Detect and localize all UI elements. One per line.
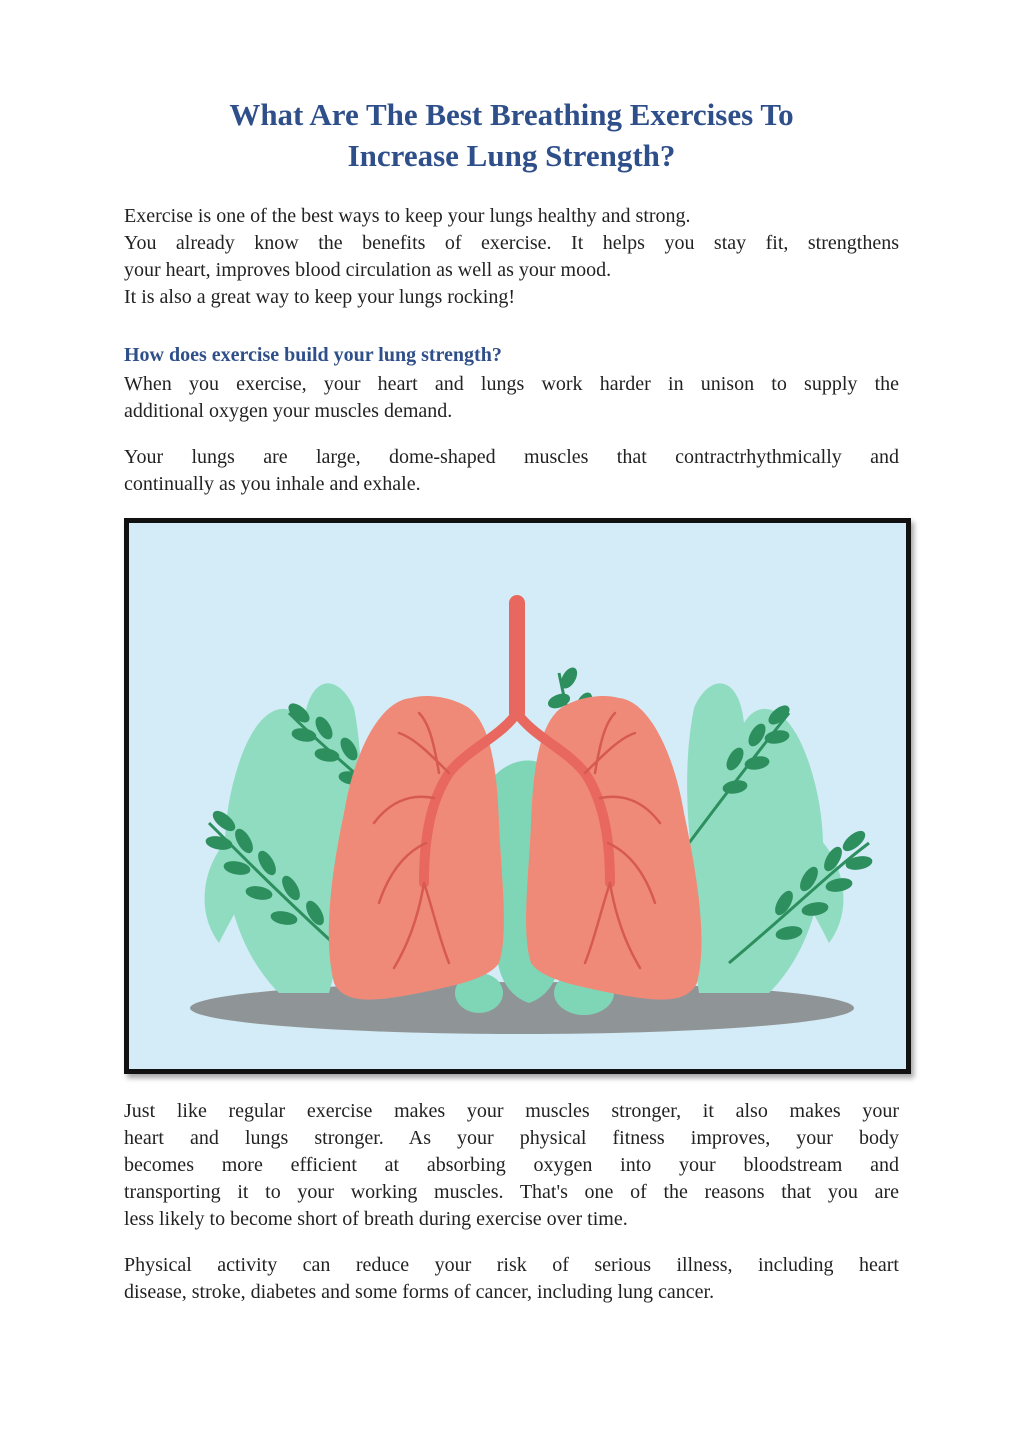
intro-line-2: You already know the benefits of exercise. It helps you stay fit, strengthens — [124, 232, 899, 254]
page-title — [124, 94, 899, 176]
intro-paragraph — [124, 203, 899, 311]
section3-paragraph — [124, 1098, 899, 1233]
lungs-illustration — [124, 518, 911, 1074]
section1-paragraph — [124, 371, 899, 425]
section-subheading: How does exercise build your lung strength? — [124, 344, 502, 366]
section4-line-1: Physical activity can reduce your risk of serious illness, including heart — [124, 1254, 899, 1276]
section2-paragraph — [124, 444, 899, 498]
section3-line-4: transporting it to your working muscles. That's one of the reasons that you are — [124, 1181, 899, 1203]
section2-line-1: Your lungs are large, dome-shaped muscles that contractrhythmically and — [124, 446, 899, 468]
title-line-2: Increase Lung Strength? — [347, 138, 676, 173]
intro-line-3: your heart, improves blood circulation as well as your mood. — [124, 259, 612, 281]
section4-paragraph — [124, 1252, 899, 1306]
lungs-with-leaves-image — [129, 523, 906, 1069]
title-line-1: What Are The Best Breathing Exercises To — [229, 97, 794, 132]
intro-line-1: Exercise is one of the best ways to keep your lungs healthy and strong. — [124, 205, 691, 227]
section2-line-2: continually as you inhale and exhale. — [124, 473, 421, 495]
section1-line-1: When you exercise, your heart and lungs work harder in unison to supply the — [124, 373, 899, 395]
section3-line-1: Just like regular exercise makes your muscles stronger, it also makes your — [124, 1100, 899, 1122]
section3-line-3: becomes more efficient at absorbing oxygen into your bloodstream and — [124, 1154, 899, 1176]
section3-line-5: less likely to become short of breath during exercise over time. — [124, 1208, 628, 1230]
section1-line-2: additional oxygen your muscles demand. — [124, 400, 453, 422]
section3-line-2: heart and lungs stronger. As your physical fitness improves, your body — [124, 1127, 899, 1149]
intro-line-4: It is also a great way to keep your lungs rocking! — [124, 286, 516, 308]
section4-line-2: disease, stroke, diabetes and some forms of cancer, including lung cancer. — [124, 1281, 715, 1303]
